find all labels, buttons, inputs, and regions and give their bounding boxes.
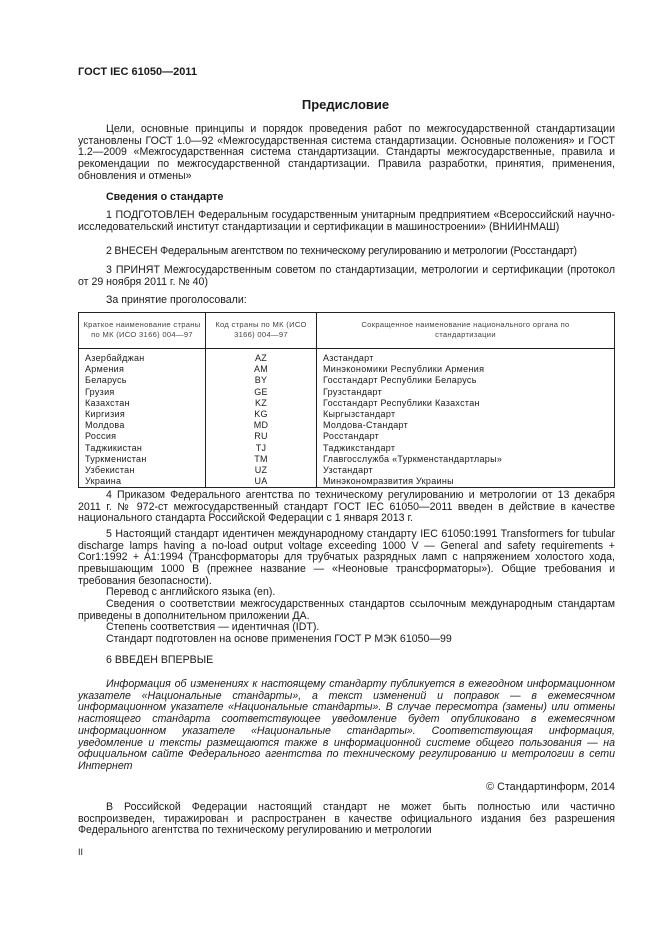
page-title: Предисловие xyxy=(301,97,390,112)
table-row xyxy=(79,454,615,465)
item-5-references: Сведения о соответствии межгосударственных стандартов ссылочным международным стандартам приведены в дополнительном приложении ДА. xyxy=(78,598,615,622)
cell-code: UZ xyxy=(206,465,317,476)
page-number: II xyxy=(78,847,84,857)
cell-code: BY xyxy=(206,375,317,386)
table-row xyxy=(79,476,615,488)
document-header: ГОСТ IEC 61050—2011 xyxy=(78,66,197,78)
cell-body: Молдова-Стандарт xyxy=(317,420,615,431)
intro-paragraph: Цели, основные принципы и порядок проведения работ по межгосударственной стандартизации установлены ГОСТ 1.0—92 «Межгосударственная система стандартизации. Основные положения» и ГОСТ 1.2—2009 «Межгосударственная система стандартизации. Стандарты межгосударственные, правила и рекомендации по межгосударственной стандартизации. Правила разработки, принятия, применения, обновления и отмены» xyxy=(78,123,615,182)
cell-code: AM xyxy=(206,364,317,375)
rights-paragraph: В Российской Федерации настоящий стандарт не может быть полностью или частично воспроизведен, тиражирован и распространен в качестве официального издания без разрешения Федерального агентства по техническому регулированию и метрологии xyxy=(78,801,615,837)
table-row xyxy=(79,398,615,409)
cell-country: Молдова xyxy=(79,420,206,431)
column-header-country: Краткое наименование страны по МК (ИСО 3166) 004—97 xyxy=(79,313,206,349)
item-3: 3 ПРИНЯТ Межгосударственным советом по стандартизации, метрологии и сертификации (протокол от 29 ноября 2011 г. № 40) xyxy=(78,264,615,288)
info-heading: Сведения о стандарте xyxy=(106,191,224,203)
cell-body: Кыргызстандарт xyxy=(317,409,615,420)
item-2: 2 ВНЕСЕН Федеральным агентством по техническому регулированию и метрологии (Росстандарт) xyxy=(106,245,577,257)
cell-body: Главгосслужба «Туркменстандартлары» xyxy=(317,454,615,465)
cell-body: Госстандарт Республики Беларусь xyxy=(317,375,615,386)
cell-country: Узбекистан xyxy=(79,465,206,476)
cell-country: Армения xyxy=(79,364,206,375)
table-row xyxy=(79,364,615,375)
cell-code: KG xyxy=(206,409,317,420)
cell-code: KZ xyxy=(206,398,317,409)
cell-country: Киргизия xyxy=(79,409,206,420)
notice-paragraph: Информация об изменениях к настоящему стандарту публикуется в ежегодном информационном указателе «Национальные стандарты», а текст изменений и поправок — в ежемесячном информационном указателе «Национальные стандарты». В случае пересмотра (замены) или отмены настоящего стандарта соответствующее уведомление будет опубликовано в ежемесячном информационном указателе «Национальные стандарты». Соответствующая информация, уведомление и тексты размещаются также в информационной системе общего пользования — на официальном сайте Федерального агентства по техническому регулированию и метрологии в сети Интернет xyxy=(78,678,615,772)
table-row xyxy=(79,431,615,442)
cell-code: TJ xyxy=(206,443,317,454)
cell-body: Азстандарт xyxy=(317,349,615,365)
cell-code: TM xyxy=(206,454,317,465)
cell-body: Росстандарт xyxy=(317,431,615,442)
item-5-translation: Перевод с английского языка (en). xyxy=(106,586,276,598)
cell-body: Узстандарт xyxy=(317,465,615,476)
cell-code: MD xyxy=(206,420,317,431)
copyright: © Стандартинформ, 2014 xyxy=(486,781,615,793)
item-5-degree: Степень соответствия — идентичная (IDT). xyxy=(106,621,320,633)
item-1: 1 ПОДГОТОВЛЕН Федеральным государственным унитарным предприятием «Всероссийский научно-исследовательский институт стандартизации и сертификации в машиностроении» (ВНИИНМАШ) xyxy=(78,209,615,233)
table-row xyxy=(79,443,615,454)
cell-body: Госстандарт Республики Казахстан xyxy=(317,398,615,409)
table-row xyxy=(79,387,615,398)
cell-body: Минэкономразвития Украины xyxy=(317,476,615,488)
cell-country: Россия xyxy=(79,431,206,442)
cell-code: UA xyxy=(206,476,317,488)
column-header-code: Код страны по МК (ИСО 3166) 004—97 xyxy=(206,313,317,349)
cell-country: Таджикистан xyxy=(79,443,206,454)
table-row xyxy=(79,349,615,365)
cell-code: AZ xyxy=(206,349,317,365)
item-5: 5 Настоящий стандарт идентичен международному стандарту IEC 61050:1991 Transformers for tubular discharge lamps having a no-load output voltage exceeding 1000 V — General and safety requirements + Cor1:1992 + A1:1994 (Трансформаторы для трубчатых разрядных ламп с напряжением холостого хода, превышающим 1000 В (прежнее название — «Неоновые трансформаторы»). Общие требования и требования безопасности). xyxy=(78,528,615,587)
item-4: 4 Приказом Федерального агентства по техническому регулированию и метрологии от 13 декабря 2011 г. № 972-ст межгосударственный стандарт ГОСТ IEC 61050—2011 введен в действие в качестве национального стандарта Российской Федерации с 1 января 2013 г. xyxy=(78,489,615,525)
cell-country: Грузия xyxy=(79,387,206,398)
cell-body: Минэкономики Республики Армения xyxy=(317,364,615,375)
countries-table xyxy=(78,312,615,488)
cell-code: GE xyxy=(206,387,317,398)
cell-country: Казахстан xyxy=(79,398,206,409)
cell-country: Украина xyxy=(79,476,206,488)
item-6: 6 ВВЕДЕН ВПЕРВЫЕ xyxy=(106,654,214,666)
table-row xyxy=(79,409,615,420)
cell-body: Грузстандарт xyxy=(317,387,615,398)
cell-body: Таджикстандарт xyxy=(317,443,615,454)
cell-country: Азербайджан xyxy=(79,349,206,365)
table-row xyxy=(79,420,615,431)
column-header-body: Сокращенное наименование национального органа по стандартизации xyxy=(317,313,615,349)
cell-country: Туркменистан xyxy=(79,454,206,465)
cell-country: Беларусь xyxy=(79,375,206,386)
table-row xyxy=(79,375,615,386)
voted-label: За принятие проголосовали: xyxy=(106,294,247,306)
table-row xyxy=(79,465,615,476)
item-5-basis: Стандарт подготовлен на основе применения ГОСТ Р МЭК 61050—99 xyxy=(106,633,452,645)
cell-code: RU xyxy=(206,431,317,442)
